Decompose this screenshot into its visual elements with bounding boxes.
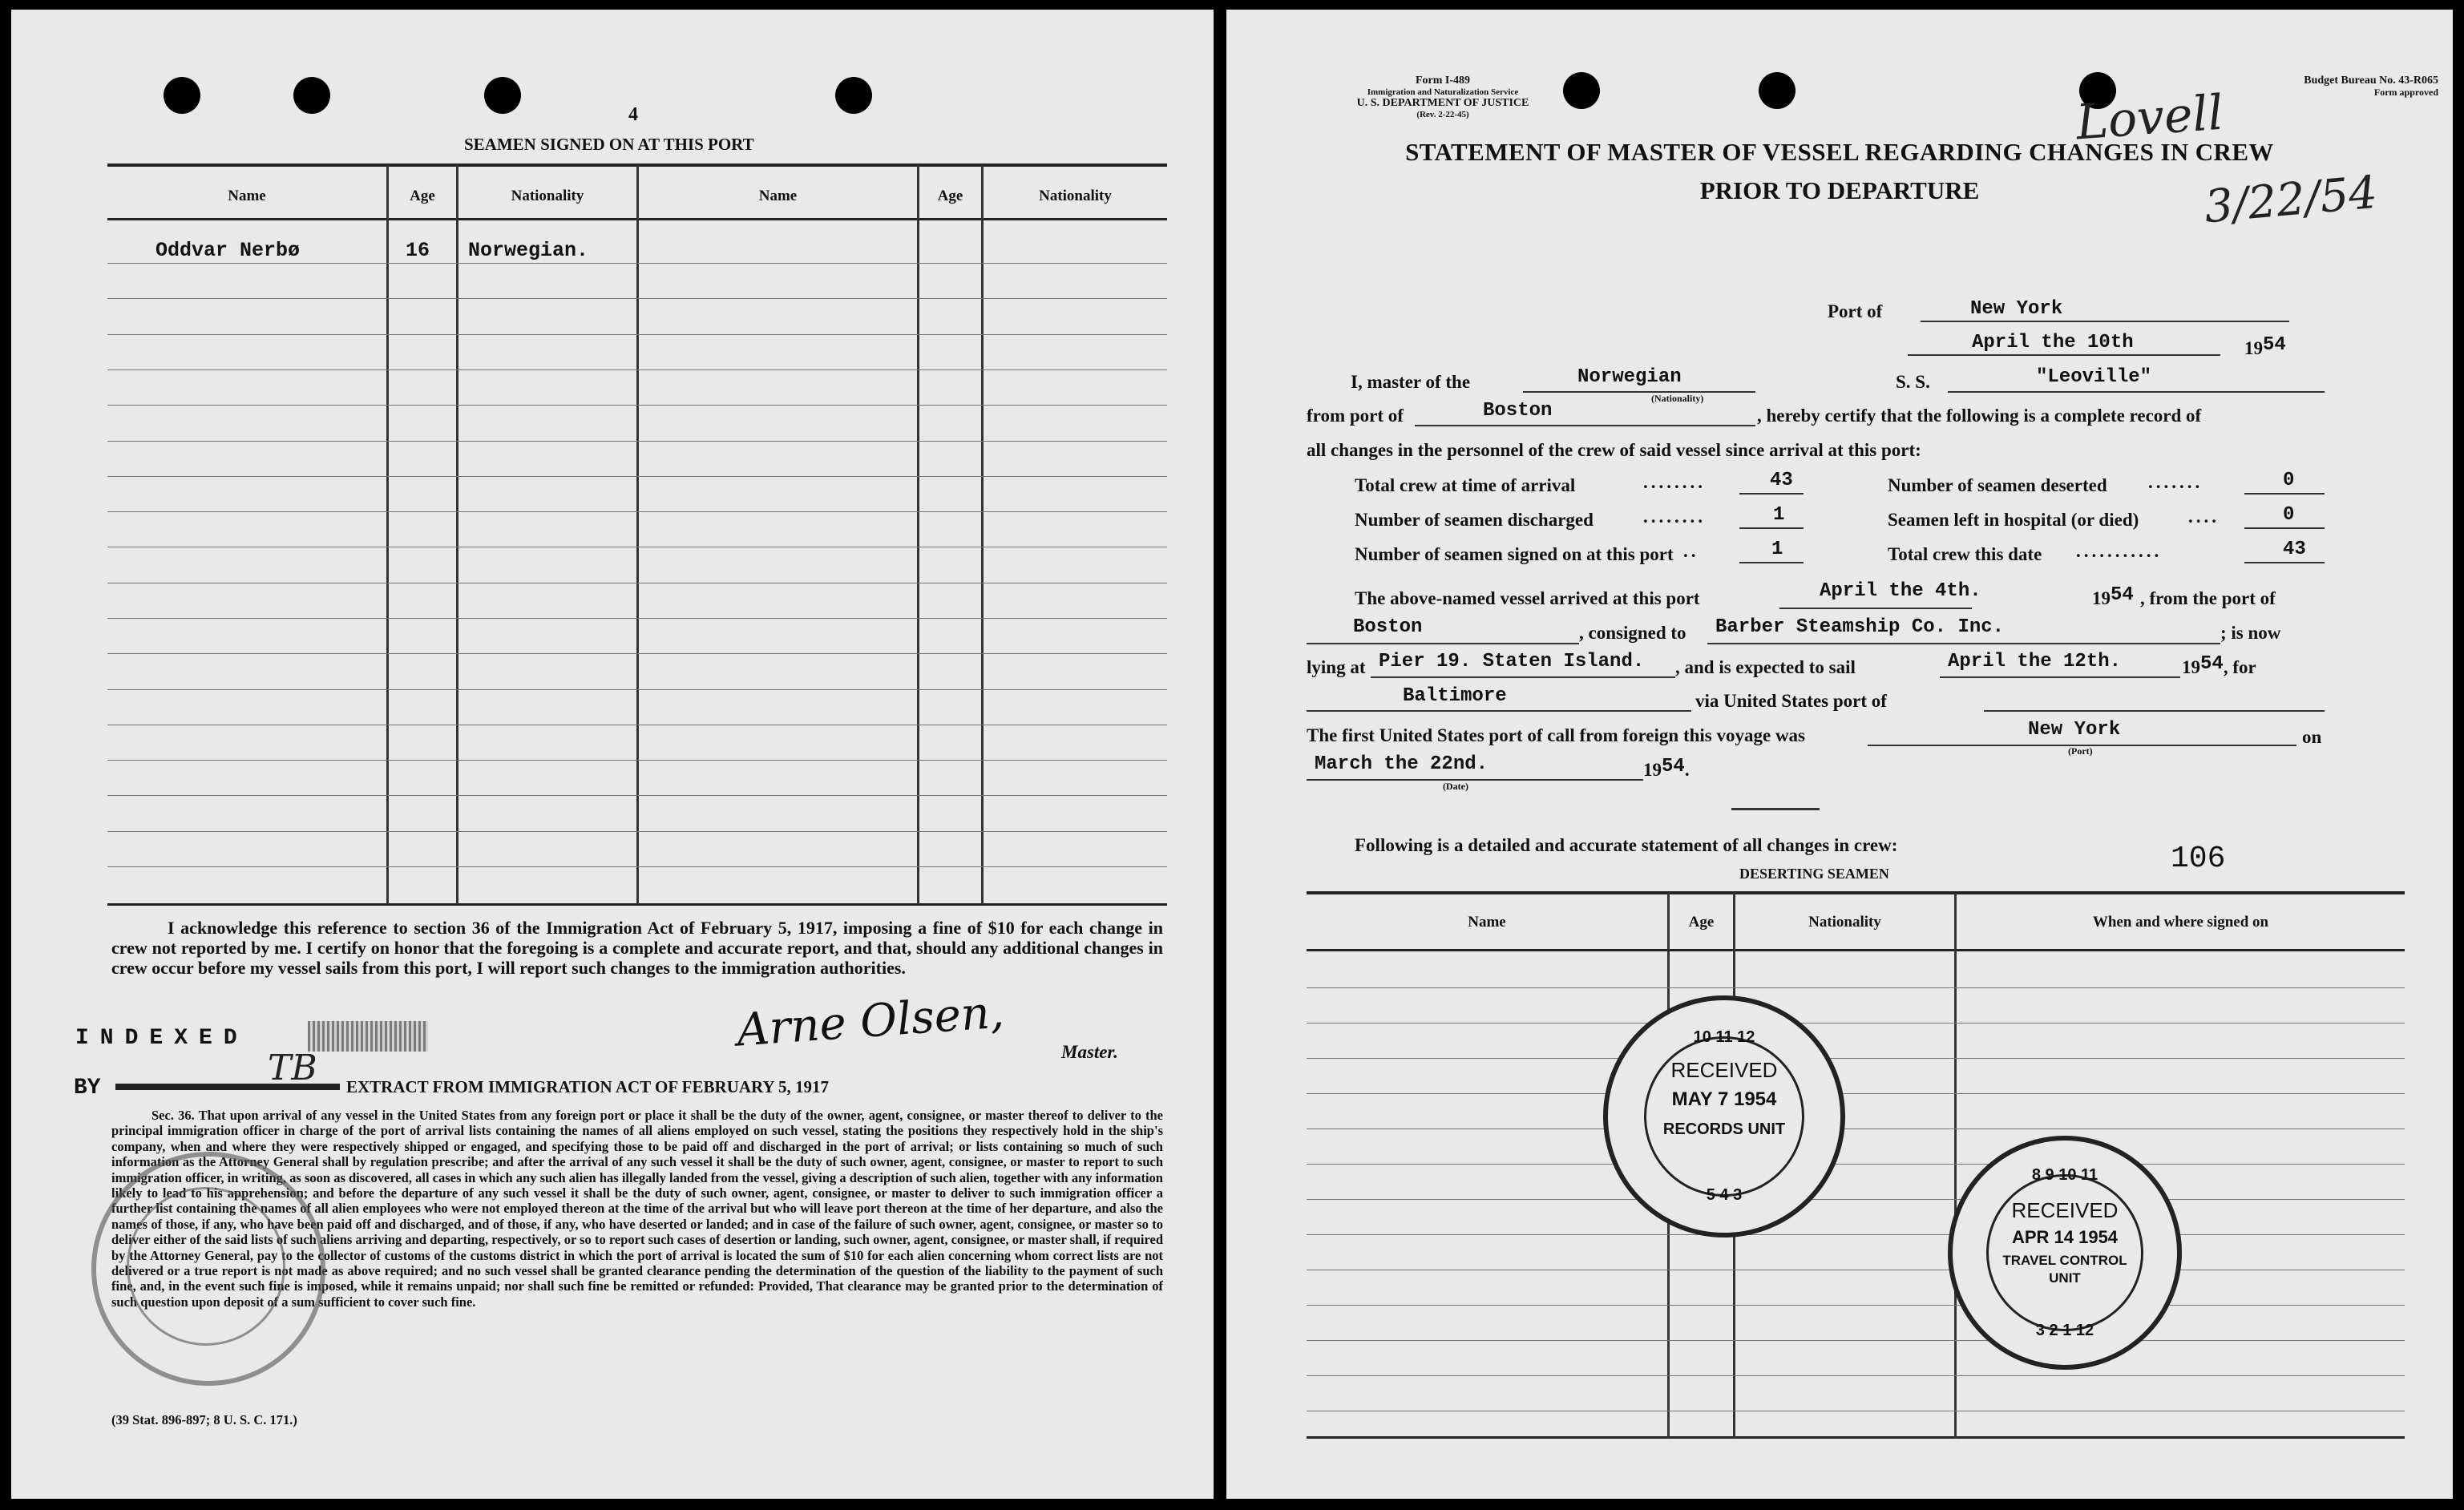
stat-value: 43: [2283, 539, 2306, 560]
dated-value: April the 10th: [1972, 332, 2134, 353]
separator: [1731, 808, 1820, 810]
stamp-unit: RECORDS UNIT: [1662, 1120, 1786, 1138]
arrived-date: April the 4th.: [1820, 580, 1981, 602]
rule-line: [1307, 1375, 2405, 1376]
stat-label: Number of seamen discharged: [1355, 510, 1594, 530]
stamp-received: RECEIVED: [1670, 1058, 1778, 1082]
received-stamp-records: 10 11 12 RECEIVED MAY 7 1954 RECORDS UNIT 5 4 3: [1603, 995, 1845, 1237]
rule-line: [107, 298, 1167, 299]
stat-value: 43: [1770, 470, 1793, 491]
form-number: Form I-489: [1415, 75, 1471, 87]
col-header: Age: [937, 188, 963, 204]
form-header: [1226, 75, 1659, 120]
form-approved: Form approved: [2373, 87, 2438, 98]
rule-line: [1307, 1128, 2405, 1129]
index-stamp-mark: [308, 1021, 428, 1052]
arrived-text: The above-named vessel arrived at this port: [1355, 588, 1700, 608]
seaman-age: 16: [406, 239, 430, 262]
right-page: Form I-489 Immigration and Naturalization Service U. S. DEPARTMENT OF JUSTICE (Rev. 2-22-45) Budget Bureau No. 43-R065 Form approved Lovell 3/22/54 STATEMENT OF MASTER OF VESSEL REGARDING CHANGES IN CREW PRIOR TO DEPARTURE Port of New York April the 10th 1954 I, master of the Norwegian (Nationality) S. S. "Leoville" from port of Boston , hereby certify that the following is a complete record of all changes in the personnel of the crew of said vessel since arrival at this port: Total crew at time of arrival ........ 43 Number of seamen deserted ....... 0 Number of seamen discharged ........ 1 Seamen left in hospital (or died) .... 0 Number of seamen signed on at this port .. 1 Total crew this date ........... 43 The above-named vessel arrived at this port April the 4th. 1954 , from the port of Boston , consigned to Barber Steamship Co. Inc. ; is now lying at Pier 19. Staten Island. , and is expected to sail April the 12th. 1954, for Baltimore via United States port of The first United States port of call from foreign this voyage was New York (Port) on March the 22nd. (Date) 1954. Following is a detailed and accurate statement of all changes in crew: DESERTING SEAMEN 106 Name Age Nationality When and where signed on 10 11 12 RECEIVED MAY 7 1954 RECORDS UNIT 5 4 3 8 9 10 11 RECEIVED APR 14 1954 TRAVEL CONTROL UNIT 3 2 1 12: [1226, 10, 2453, 1499]
port-caption: (Port): [2068, 745, 2093, 757]
faint-received-stamp: [91, 1152, 325, 1386]
vessel-name: "Leoville": [2036, 366, 2152, 388]
by-label: BY: [74, 1076, 101, 1100]
rule-line: [107, 653, 1167, 654]
budget-bureau: [2304, 75, 2438, 98]
seaman-name: Oddvar Nerbø: [156, 239, 301, 262]
section-label: Sec. 36.: [151, 1108, 195, 1123]
punch-hole: [293, 77, 330, 114]
rule-line: [107, 618, 1167, 619]
seamen-signed-heading: SEAMEN SIGNED ON AT THIS PORT: [464, 135, 754, 154]
acknowledgement-text: I acknowledge this reference to section 36 of the Immigration Act of February 5, 1917, imposing a fine of $10 for each change in crew not reported by me. I certify on honor that the foregoing is a complete and accurate report, and that, should any additional changes in crew occur before my vessel sails from this port, I will report such changes to the immigration authorities.: [111, 918, 1163, 978]
lying-at-label: lying at: [1307, 657, 1366, 677]
col-header: Name: [228, 188, 266, 204]
rule-line: [107, 476, 1167, 477]
stamp-date: MAY 7 1954: [1671, 1088, 1777, 1110]
port-of-value: New York: [1970, 298, 2063, 320]
destination: Baltimore: [1403, 685, 1507, 707]
punch-hole: [164, 77, 200, 114]
rule-line: [1307, 1340, 2405, 1341]
arrived-year: 1954: [2092, 584, 2134, 608]
col-header: Nationality: [511, 188, 584, 204]
stat-value: 0: [2283, 504, 2295, 526]
via-label: via United States port of: [1695, 691, 1887, 711]
first-port-value: New York: [2028, 719, 2121, 741]
rule-line: [107, 263, 1167, 264]
col-header: Name: [1468, 914, 1506, 931]
col-header: Nationality: [1808, 914, 1881, 931]
consigned-to-label: , consigned to: [1579, 623, 1686, 643]
deserting-heading: DESERTING SEAMEN: [1739, 866, 1889, 882]
rule-line: [107, 405, 1167, 406]
lying-at-value: Pier 19. Staten Island.: [1379, 651, 1645, 672]
rule-line: [1307, 1305, 2405, 1306]
master-label: Master.: [1061, 1042, 1118, 1062]
punch-hole: [484, 77, 521, 114]
form-title-line2: PRIOR TO DEPARTURE: [1699, 176, 1980, 204]
citation: (39 Stat. 896-897; 8 U. S. C. 171.): [111, 1412, 297, 1427]
punch-hole: [835, 77, 872, 114]
stat-label: Number of seamen deserted: [1888, 475, 2107, 495]
stamp-date: APR 14 1954: [2011, 1227, 2119, 1247]
rule-line: [107, 831, 1167, 832]
from-the-port: , from the port of: [2140, 588, 2276, 608]
col-header: Nationality: [1039, 188, 1112, 204]
section-body: That upon arrival of any vessel in the United States from any foreign port or place it shall be the duty of the owner, agent, consignee, or master thereof to deliver to the principal immigration officer in charge of the port of arrival lists containing the names of all aliens employed on such vessel, stating the positions they respectively hold in the ship's company, when and where they were respectively shipped or engaged, and specifying those to be paid off and discharged in the port of arrival; or lists containing so much of such information as the Attorney General shall by regulation prescribe; and after the arrival of any such vessel it shall be the duty of such owner, agent, consignee, or master to report to such immigration officer, in writing, as soon as discovered, all cases in which any such alien has illegally landed from the vessel, giving a description of such alien, together with any information likely to lead to his apprehension; and before the departure of any such vessel it shall be the duty of such owner, agent, consignee, or master to deliver to such immigration officer a further list containing the names of all alien employees who were not employed thereon at the time of the arrival but who will leave port thereon at the time of her departure, and also the names of those, if any, who have been paid off and discharged, and of those, if any, who have deserted or landed; and in case of the failure of such owner, agent, consignee, or master so to deliver either of the said lists of such aliens arriving and departing, respectively, or so to report such cases of desertion or landing, such owner, agent, consignee, or master shall, if required by the Attorney General, pay to the collector of customs of the customs district in which the port of arrival is located the sum of $10 for each alien concerning whom correct lists are not delivered or a true report is not made as above required; and no such vessel shall be granted clearance pending the determination of the question of the liability to the payment of such fine, and, in the event such fine is imposed, while it remains unpaid; nor shall such fine be remitted or refunded: Provided, That clearance may be granted prior to the determination of such question upon deposit of a sum sufficient to cover such fine.: [111, 1108, 1163, 1310]
nationality-caption: (Nationality): [1651, 393, 1704, 404]
stat-value: 0: [2283, 470, 2295, 491]
stamp-unit-2: UNIT: [2049, 1270, 2081, 1286]
stat-value: 1: [1771, 539, 1783, 560]
master-intro: I, master of the: [1351, 372, 1471, 392]
page-number: 4: [628, 104, 638, 125]
rule-line: [1307, 1058, 2405, 1059]
col-header: Age: [410, 188, 435, 204]
master-signature: Arne Olsen,: [735, 986, 1006, 1057]
rule-line: [1307, 1234, 2405, 1235]
rule-line: [1307, 1093, 2405, 1094]
punch-hole: [1759, 72, 1795, 109]
certify-text2: all changes in the personnel of the crew of said vessel since arrival at this port:: [1307, 440, 1921, 460]
rule-line: [107, 369, 1167, 370]
stat-label: Total crew this date: [1888, 544, 2042, 564]
extract-title: EXTRACT FROM IMMIGRATION ACT OF FEBRUARY 5, 1917: [346, 1077, 830, 1096]
first-port-year: 1954.: [1643, 756, 1690, 780]
department: U. S. DEPARTMENT OF JUSTICE: [1356, 97, 1529, 109]
following-text: Following is a detailed and accurate statement of all changes in crew:: [1355, 835, 1898, 855]
number-stamp: 106: [2171, 842, 2226, 876]
dated-year: 1954: [2244, 334, 2286, 358]
rule-line: [107, 511, 1167, 512]
budget-number: Budget Bureau No. 43-R065: [2304, 75, 2438, 87]
received-stamp-travel-control: 8 9 10 11 RECEIVED APR 14 1954 TRAVEL CONTROL UNIT 3 2 1 12: [1948, 1136, 2182, 1370]
consignee: Barber Steamship Co. Inc.: [1715, 616, 2005, 638]
revision: (Rev. 2-22-45): [1416, 110, 1469, 119]
rule-line: [1307, 987, 2405, 988]
stat-label: Total crew at time of arrival: [1355, 475, 1576, 495]
rule-line: [107, 441, 1167, 442]
sail-year: 1954, for: [2182, 653, 2256, 677]
arrived-from: Boston: [1353, 616, 1423, 638]
left-page: [11, 10, 1214, 1499]
certify-text: , hereby certify that the following is a complete record of: [1757, 406, 2202, 426]
rule-line: [107, 866, 1167, 867]
sail-date: April the 12th.: [1948, 651, 2122, 672]
is-now: ; is now: [2220, 623, 2281, 643]
first-port-text: The first United States port of call from foreign this voyage was: [1307, 725, 1805, 745]
ss-label: S. S.: [1896, 372, 1930, 392]
rule-line: [1307, 1164, 2405, 1165]
stamp-received: RECEIVED: [2011, 1198, 2119, 1222]
port-of-label: Port of: [1828, 301, 1883, 321]
col-header: Name: [758, 188, 798, 204]
by-initials: TB: [268, 1048, 317, 1088]
first-port-date: March the 22nd.: [1315, 753, 1488, 775]
handwritten-initials: Lovell: [2074, 84, 2225, 151]
from-port-value: Boston: [1483, 400, 1553, 422]
col-header: When and where signed on: [2092, 914, 2269, 931]
form-title-line1: STATEMENT OF MASTER OF VESSEL REGARDING CHANGES IN CREW: [1405, 138, 2274, 166]
stat-label: Seamen left in hospital (or died): [1888, 510, 2139, 530]
date-caption: (Date): [1443, 781, 1468, 792]
rule-line: [107, 689, 1167, 690]
seaman-nationality: Norwegian.: [468, 239, 589, 262]
agency: Immigration and Naturalization Service: [1367, 87, 1519, 97]
stat-value: 1: [1773, 504, 1785, 526]
stamp-unit: TRAVEL CONTROL: [2002, 1253, 2127, 1268]
rule-line: [107, 795, 1167, 796]
rule-line: [1307, 1199, 2405, 1200]
nationality-value: Norwegian: [1577, 366, 1682, 388]
stat-label: Number of seamen signed on at this port: [1355, 544, 1674, 564]
handwritten-date: 3/22/54: [2202, 166, 2380, 234]
from-port-label: from port of: [1307, 406, 1404, 426]
indexed-stamp: INDEXED: [75, 1026, 248, 1051]
expected-label: , and is expected to sail: [1675, 657, 1856, 677]
on-label: on: [2302, 727, 2322, 747]
col-header: Age: [1688, 914, 1715, 931]
rule-line: [107, 334, 1167, 335]
rule-line: [107, 760, 1167, 761]
